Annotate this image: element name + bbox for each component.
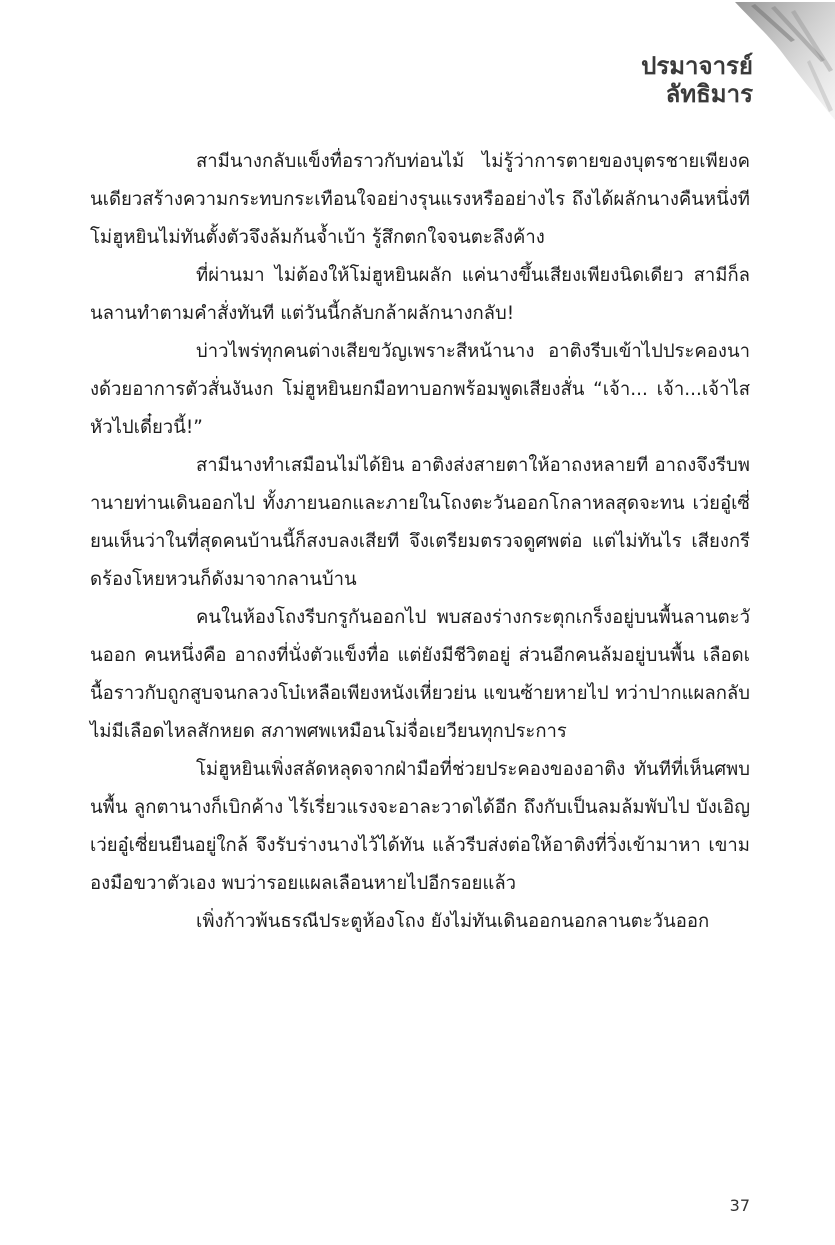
paragraph: โม่ฮูหยินเพิ่งสลัดหลุดจากฝ่ามือที่ช่วยประคองของอาติง ทันทีที่เห็นศพบนพื้น ลูกตานางก็เบิกค้าง ไร้เรี่ยวแรงจะอาละวาดได้อีก ถึงกับเป็นลมล้มพับไป บังเอิญเว่ยอู๋เซี่ยนยืนอยู่ใกล้ จึงรับร่างนางไว้ได้ทัน แล้วรีบส่งต่อให้อาติงที่วิ่งเข้ามาหา เขามองมือขวาตัวเอง พบว่ารอยแผลเลือนหายไปอีกรอยแล้ว	[90, 759, 750, 894]
paragraph: สามีนางทำเสมือนไม่ได้ยิน อาติงส่งสายตาให้อาถงหลายที อาถงจึงรีบพานายท่านเดินออกไป ทั้งภายนอกและภายในโถงตะวันออกโกลาหลสุดจะทน เว่ยอู๋เซี่ยนเห็นว่าในที่สุดคนบ้านนี้ก็สงบลงเสียที จึงเตรียมตรวจดูศพต่อ แต่ไม่ทันไร เสียงกรีดร้องโหยหวนก็ดังมาจากลานบ้าน	[90, 455, 750, 590]
paragraph: เพิ่งก้าวพ้นธรณีประตูห้องโถง ยังไม่ทันเดินออกนอกลานตะวันออก	[196, 911, 710, 932]
paragraph: บ่าวไพร่ทุกคนต่างเสียขวัญเพราะสีหน้านาง อาติงรีบเข้าไปประคองนางด้วยอาการตัวสั่นงันงก โม่ฮูหยินยกมือทาบอกพร้อมพูดเสียงสั่น “เจ้า... เจ้า...เจ้าไสหัวไปเดี๋ยวนี้!”	[90, 341, 750, 438]
paragraph: คนในห้องโถงรีบกรูกันออกไป พบสองร่างกระตุกเกร็งอยู่บนพื้นลานตะวันออก คนหนึ่งคือ อาถงที่นั่งตัวแข็งทื่อ แต่ยังมีชีวิตอยู่ ส่วนอีกคนล้มอยู่บนพื้น เลือดเนื้อราวกับถูกสูบจนกลวงโบ๋เหลือเพียงหนังเหี่ยวย่น แขนซ้ายหายไป ทว่าปากแผลกลับไม่มีเลือดไหลสักหยด สภาพศพเหมือนโม่จื่อเยวียนทุกประการ	[90, 607, 750, 742]
book-title-line-2: ลัทธิมาร	[665, 80, 753, 108]
page-body-text	[90, 143, 750, 941]
paragraph: สามีนางกลับแข็งทื่อราวกับท่อนไม้ ไม่รู้ว่าการตายของบุตรชายเพียงคนเดียวสร้างความกระทบกระเทือนใจอย่างรุนแรงหรืออย่างไร ถึงได้ผลักนางคืนหนึ่งที โม่ฮูหยินไม่ทันตั้งตัวจึงล้มก้นจ้ำเบ้า รู้สึกตกใจจนตะลึงค้าง	[90, 151, 750, 248]
book-title-line-1: ปรมาจารย์	[641, 52, 753, 80]
page-number: 37	[729, 1196, 750, 1215]
paragraph: ที่ผ่านมา ไม่ต้องให้โม่ฮูหยินผลัก แค่นางขึ้นเสียงเพียงนิดเดียว สามีก็ลนลานทำตามคำสั่งทันที แต่วันนี้กลับกล้าผลักนางกลับ!	[90, 265, 750, 324]
book-title-header	[641, 52, 753, 108]
